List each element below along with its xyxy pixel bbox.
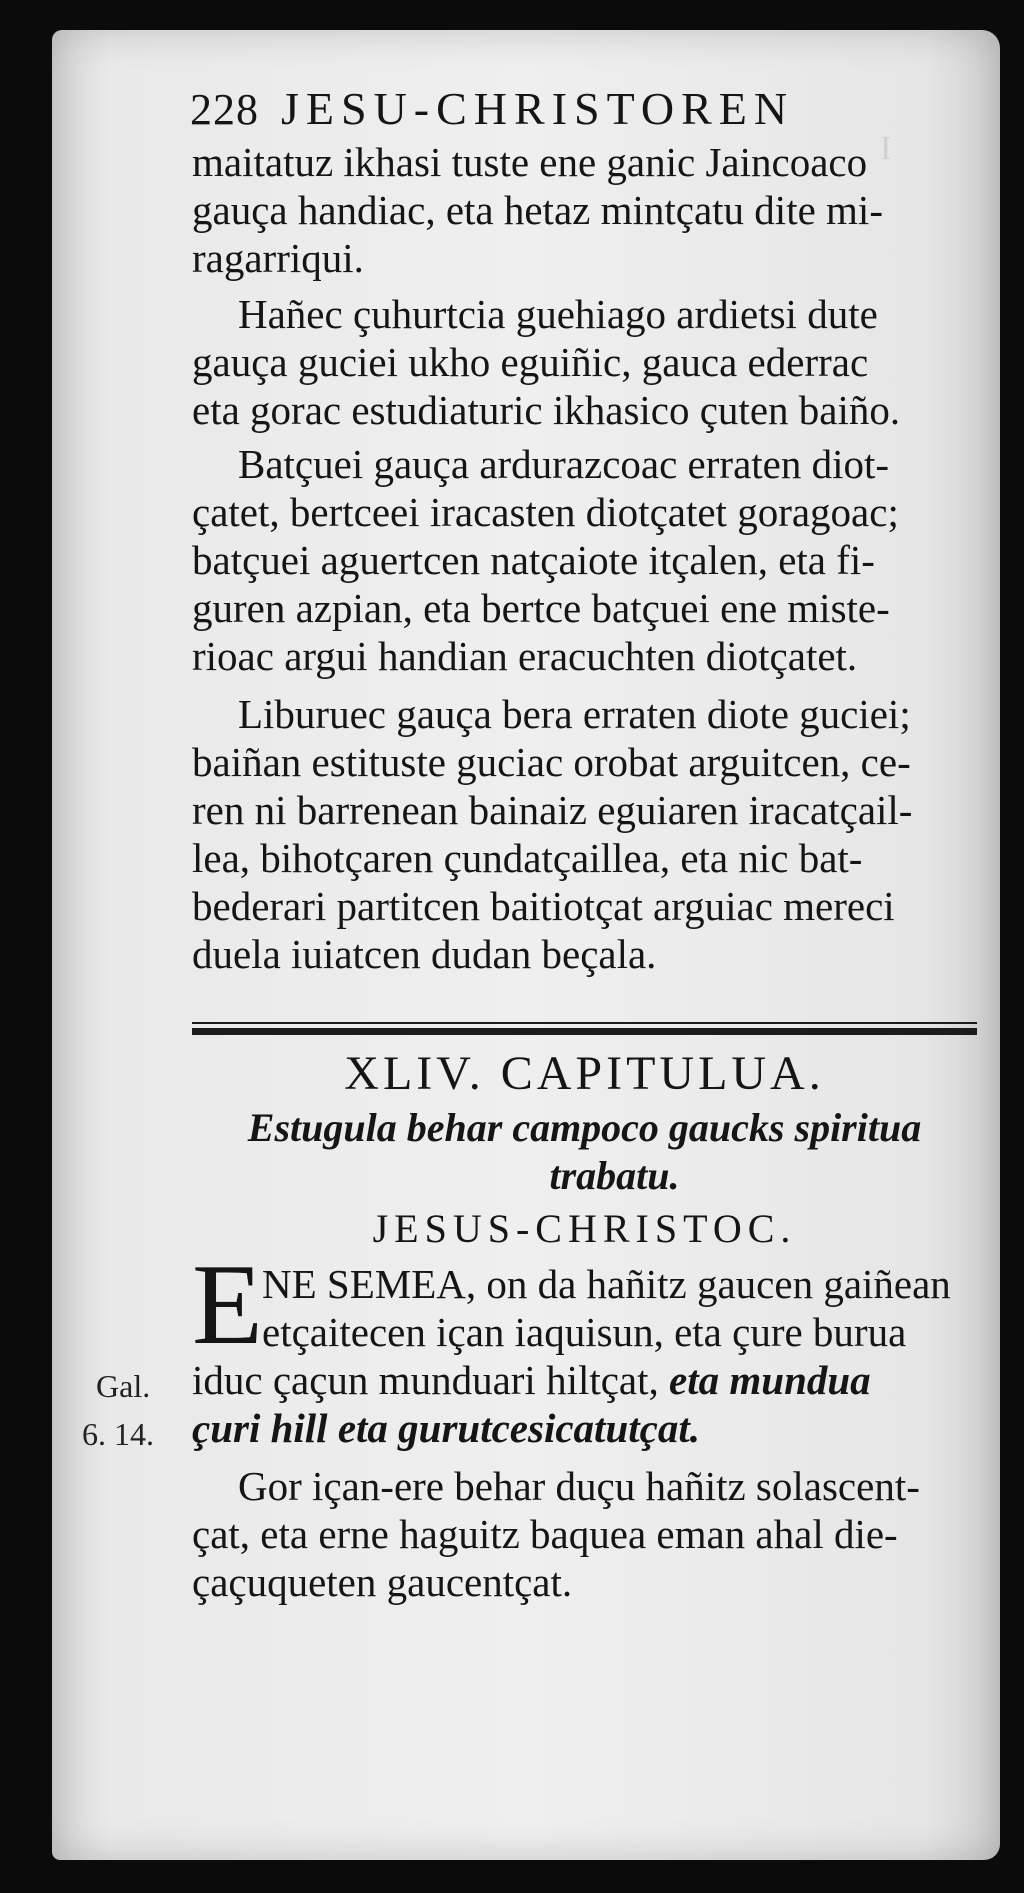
text-line: lea, bihotçaren çundatçaillea, eta nic bat- <box>192 835 863 881</box>
text-line: batçuei aguertcen natçaiote itçalen, eta fi- <box>192 537 875 583</box>
text-line: Gor içan-ere behar duçu hañitz solascent- <box>238 1463 920 1509</box>
text-line: Batçuei gauça ardurazcoac erraten diot- <box>238 441 890 487</box>
chapter-title: XLIV. CAPITULUA. <box>344 1047 825 1100</box>
text-line: çaçuqueten gaucentçat. <box>192 1559 573 1605</box>
page-header <box>190 82 794 135</box>
italic-text: eta mundua <box>669 1357 871 1403</box>
text-line: Liburuec gauça bera erraten diote guciei; <box>238 691 911 737</box>
speaker-heading: JESUS-CHRISTOC. <box>372 1206 797 1251</box>
drop-cap: E <box>192 1241 263 1369</box>
text-line-content: NE SEMEA, on da hañitz gaucen gaiñean <box>262 1261 951 1307</box>
running-title: JESU-CHRISTOREN <box>281 83 795 134</box>
text-line <box>262 1260 951 1308</box>
text-line: eta gorac estudiaturic ikhasico çuten baiño. <box>192 387 901 433</box>
margin-reference: Gal. <box>96 1368 151 1404</box>
text-line: ragarriqui. <box>192 235 364 281</box>
text-line: bederari partitcen baitiotçat arguiac mereci <box>192 883 895 929</box>
text-line: maitatuz ikhasi tuste ene ganic Jaincoaco <box>192 139 868 185</box>
text-line-content: iduc çaçun munduari hiltçat, <box>192 1357 659 1403</box>
text-line: etçaitecen içan iaquisun, eta çure burua <box>262 1309 907 1355</box>
text-line: baiñan estituste guciac orobat arguitcen, ce- <box>192 739 911 785</box>
text-line: gauça handiac, eta hetaz mintçatu dite mi- <box>192 187 883 233</box>
text-line: Hañec çuhurtcia guehiago ardietsi dute <box>238 291 878 337</box>
chapter-subtitle: Estugula behar campoco gaucks spiritua <box>247 1105 922 1150</box>
italic-text-line: çuri hill eta gurutcesicatutçat. <box>192 1405 700 1451</box>
separator-rule-thin <box>192 1022 977 1024</box>
show-through: I <box>880 130 892 167</box>
text-line: duela iuiatcen dudan beçala. <box>192 931 657 977</box>
margin-reference-verse: 6. 14. <box>82 1416 154 1452</box>
chapter-subtitle-continued: trabatu. <box>549 1153 680 1198</box>
text-line: ren ni barrenean bainaiz eguiaren iracatçail- <box>192 787 913 833</box>
page-number: 228 <box>190 85 259 134</box>
text-line: rioac argui handian eracuchten diotçatet. <box>192 633 858 679</box>
text-line <box>192 1356 871 1404</box>
text-line: çat, eta erne haguitz baquea eman ahal die- <box>192 1511 898 1557</box>
text-line: gauça guciei ukho eguiñic, gauca ederrac <box>192 339 869 385</box>
separator-rule <box>192 1028 977 1035</box>
text-line: çatet, bertceei iracasten diotçatet goragoac; <box>192 489 899 535</box>
text-line: guren azpian, eta bertce batçuei ene miste- <box>192 585 890 631</box>
